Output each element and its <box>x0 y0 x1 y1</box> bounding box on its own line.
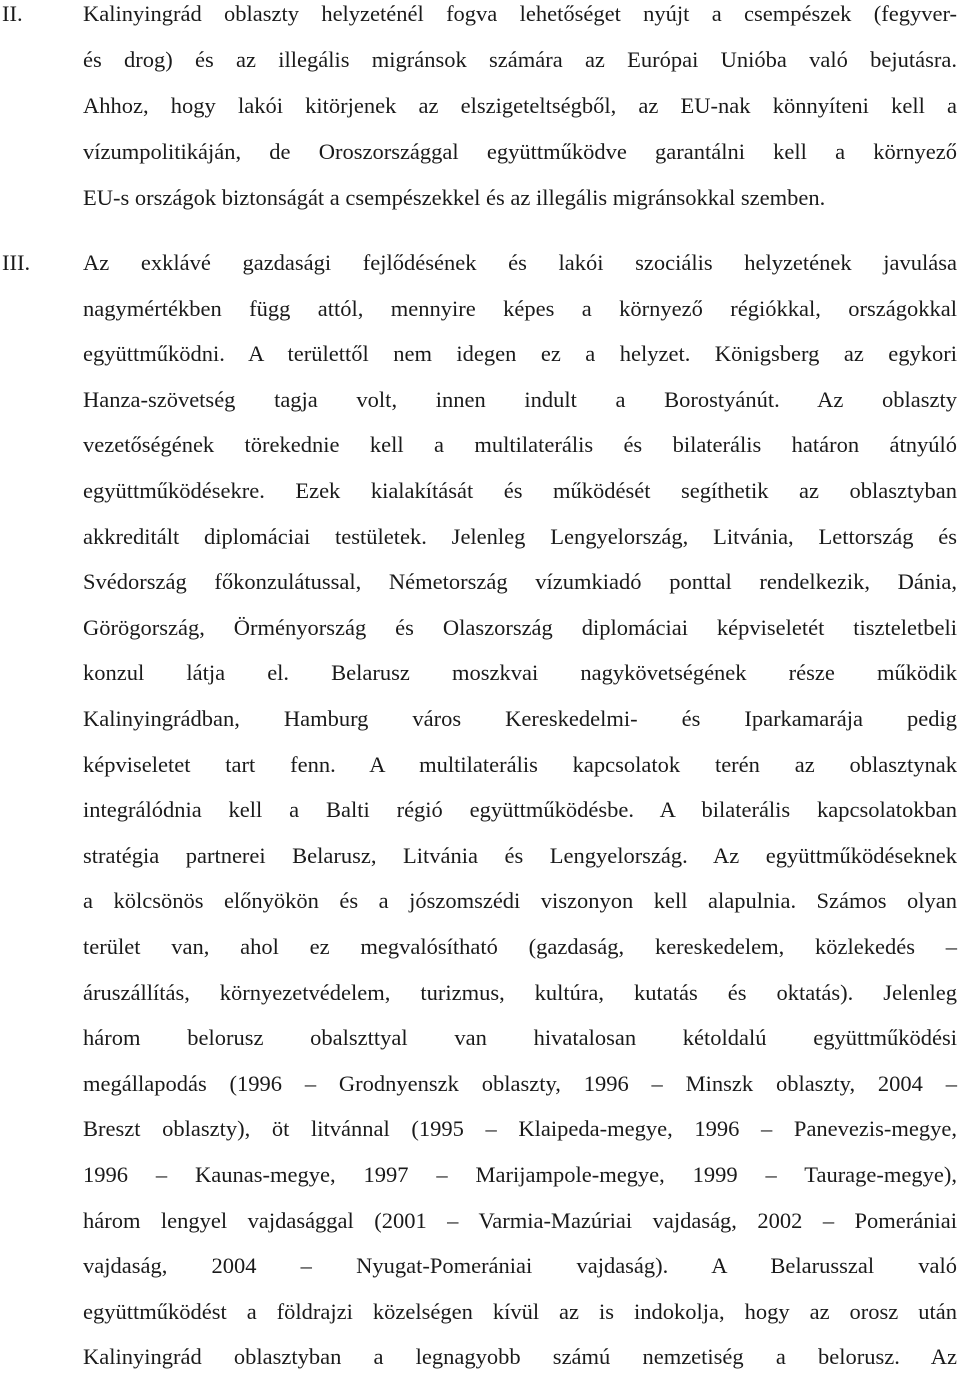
text-line: Svédország főkonzulátussal, Németország vízumkiadó ponttal rendelkezik, Dánia, <box>83 569 957 595</box>
text-line: megállapodás (1996 – Grodnyenszk oblaszty, 1996 – Minszk oblaszty, 2004 – <box>83 1070 957 1096</box>
text-line: akkreditált diplomáciai testületek. Jelenleg Lengyelország, Litvánia, Lettország és <box>83 523 957 549</box>
text-line: vajdaság, 2004 – Nyugat-Pomerániai vajdaság). A Belarusszal való <box>83 1253 957 1279</box>
text-line: Hanza-szövetség tagja volt, innen indult a Borostyánút. Az oblaszty <box>83 386 957 412</box>
text-line: terület van, ahol ez megvalósítható (gazdaság, kereskedelem, közlekedés – <box>83 934 957 959</box>
text-line: három belorusz obalszttyal van hivatalosan kétoldalú együttműködési <box>83 1025 957 1051</box>
text-line: 1996 – Kaunas-megye, 1997 – Marijampole-megye, 1999 – Taurage-megye), <box>83 1162 957 1187</box>
text-line: képviseletet tart fenn. A multilaterális kapcsolatok terén az oblasztynak <box>83 751 957 777</box>
text-line: együttműködésekre. Ezek kialakítását és működését segíthetik az oblasztyban <box>83 478 957 503</box>
text-line: vezetőségének törekednie kell a multilaterális és bilaterális határon átnyúló <box>83 432 957 458</box>
text-line: EU-s országok biztonságát a csempészekkel és az illegális migránsokkal szemben. <box>83 185 826 210</box>
text-line: együttműködést a földrajzi közelségen kívül az is indokolja, hogy az orosz után <box>83 1298 957 1324</box>
text-line: integrálódnia kell a Balti régió együttműködésbe. A bilaterális kapcsolatokban <box>83 797 957 823</box>
text-line: Ahhoz, hogy lakói kitörjenek az elszigeteltségből, az EU-nak könnyíteni kell a <box>83 93 957 118</box>
text-line: stratégia partnerei Belarusz, Litvánia és Lengyelország. Az együttműködéseknek <box>83 842 957 868</box>
text-line: Kalinyingrád oblaszty helyzeténél fogva lehetőséget nyújt a csempészek (fegyver- <box>83 1 957 26</box>
text-line: Breszt oblaszty), öt litvánnal (1995 – Klaipeda-megye, 1996 – Panevezis-megye, <box>83 1116 957 1142</box>
text-line: három lengyel vajdasággal (2001 – Varmia-Mazúriai vajdaság, 2002 – Pomerániai <box>83 1207 957 1233</box>
text-line: nagymértékben függ attól, mennyire képes a környező régiókkal, országokkal <box>83 295 957 321</box>
text-line: Az exklávé gazdasági fejlődésének és lakói szociális helyzetének javulása <box>83 250 957 275</box>
text-line: és drog) és az illegális migránsok számára az Európai Unióba való bejutásra. <box>83 47 957 72</box>
text-line: vízumpolitikáján, de Oroszországgal együttműködve garantálni kell a környező <box>83 139 957 164</box>
text-line: Kalinyingrád oblasztyban a legnagyobb számú nemzetiség a belorusz. Az <box>83 1344 957 1370</box>
text-line: Görögország, Örményország és Olaszország diplomáciai képviseletét tiszteletbeli <box>83 614 957 640</box>
text-line: konzul látja el. Belarusz moszkvai nagykövetségének része működik <box>83 660 957 686</box>
text-line: Kalinyingrádban, Hamburg város Kereskedelmi- és Iparkamarája pedig <box>83 706 957 731</box>
text-line: áruszállítás, környezetvédelem, turizmus, kultúra, kutatás és oktatás). Jelenleg <box>83 979 957 1005</box>
section-numeral: III. <box>2 250 31 275</box>
text-line: a kölcsönös előnyökön és a jószomszédi viszonyon kell alapulnia. Számos olyan <box>83 888 957 914</box>
section-numeral: II. <box>2 1 23 26</box>
text-line: együttműködni. A területtől nem idegen ez a helyzet. Königsberg az egykori <box>83 341 957 367</box>
